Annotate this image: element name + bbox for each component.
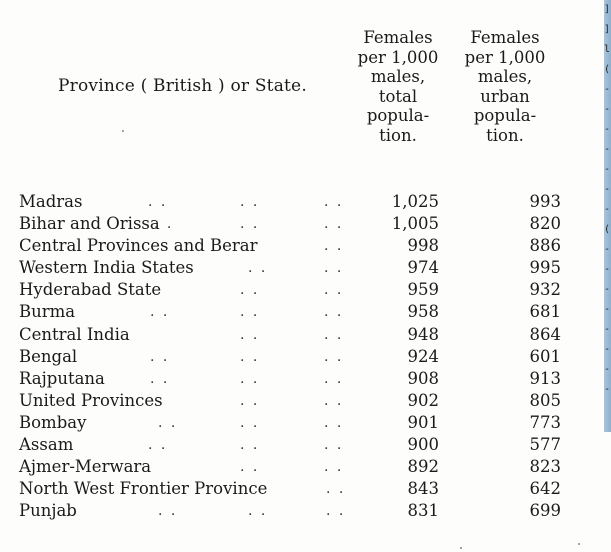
urban-population-value: 823 (529, 457, 561, 477)
leader-dots: . . (324, 437, 344, 454)
leader-dots: . . (324, 304, 344, 321)
table-row (0, 280, 611, 302)
urban-population-value: 642 (529, 479, 561, 499)
province-name: Bihar and Orissa (19, 214, 160, 234)
leader-dots: . . (148, 437, 168, 454)
adjacent-page-text-fragments: ] ] l ( - - - - - - - ( - - - - - - - - (604, 4, 611, 395)
total-population-value: 998 (407, 236, 439, 256)
province-name: Western India States (19, 258, 194, 278)
table-row (0, 347, 611, 369)
urban-population-value: 932 (529, 280, 561, 300)
total-population-value: 948 (407, 324, 439, 344)
table-row (0, 258, 611, 280)
leader-dots: . . (240, 414, 260, 431)
leader-dots: . . (240, 437, 260, 454)
total-population-value: 900 (407, 435, 439, 455)
urban-population-value: 995 (529, 258, 561, 278)
leader-dots: . . (324, 238, 344, 255)
leader-dots: . . (158, 503, 178, 520)
total-population-value: 892 (407, 457, 439, 477)
urban-population-value: 820 (529, 214, 561, 234)
leader-dots: . . (324, 459, 344, 476)
province-name: Burma (19, 302, 76, 322)
total-population-value: 974 (407, 258, 439, 278)
urban-population-value: 577 (529, 435, 561, 455)
total-population-value: 831 (407, 501, 439, 521)
table-row (0, 214, 611, 236)
leader-dots: . . (326, 503, 346, 520)
leader-dots: . . (240, 392, 260, 409)
leader-dots: . . (150, 370, 170, 387)
leader-dots: . . (324, 194, 344, 210)
table-row (0, 479, 611, 501)
leader-dots: . . (240, 282, 260, 299)
leader-dots: . . (240, 304, 260, 321)
province-name: Rajputana (19, 368, 105, 388)
province-name: United Provinces (19, 390, 163, 410)
paper-speck (460, 547, 462, 549)
table-row (0, 236, 611, 258)
leader-dots: . . (240, 194, 260, 210)
urban-population-value: 805 (529, 390, 561, 410)
table-row (0, 501, 611, 523)
urban-population-value: 681 (529, 302, 561, 322)
province-column-header: Province ( British ) or State. (58, 76, 307, 96)
urban-population-value: 864 (529, 324, 561, 344)
total-population-value: 843 (407, 479, 439, 499)
leader-dots: . . (148, 194, 168, 210)
province-name: Central Provinces and Berar (19, 236, 258, 256)
total-population-value: 902 (407, 390, 439, 410)
leader-dots: . . (324, 348, 344, 365)
leader-dots: . . (324, 282, 344, 299)
leader-dots: . . (240, 459, 260, 476)
leader-dots: . . (240, 348, 260, 365)
urban-population-value: 601 (529, 346, 561, 366)
leader-dots: . . (324, 260, 344, 277)
total-population-value: 901 (407, 412, 439, 432)
table-row (0, 435, 611, 457)
paper-speck (578, 543, 580, 545)
province-name: Madras (19, 192, 83, 211)
leader-dots: . . (158, 414, 178, 431)
leader-dots: . . (154, 216, 174, 233)
province-name: Bombay (19, 412, 87, 432)
table-row (0, 302, 611, 324)
province-name: Central India (19, 324, 130, 344)
total-population-value: 908 (407, 368, 439, 388)
data-table-body (0, 192, 611, 523)
leader-dots: . . (150, 304, 170, 321)
leader-dots: . . (240, 216, 260, 233)
leader-dots: . . (248, 503, 268, 520)
urban-population-column-header: Females per 1,000 males, urban popula- tion. (464, 28, 546, 145)
leader-dots: . . (150, 348, 170, 365)
urban-population-value: 773 (529, 412, 561, 432)
table-row (0, 325, 611, 347)
urban-population-value: 913 (529, 368, 561, 388)
total-population-value: 1,025 (391, 192, 439, 211)
table-row (0, 192, 611, 214)
province-name: North West Frontier Province (19, 479, 268, 499)
table-row (0, 391, 611, 413)
leader-dots: . . (324, 414, 344, 431)
province-name: Assam (19, 435, 74, 455)
leader-dots: . . (324, 392, 344, 409)
province-name: Punjab (19, 501, 77, 521)
total-population-value: 1,005 (391, 214, 439, 234)
table-row (0, 413, 611, 435)
total-population-value: 958 (407, 302, 439, 322)
urban-population-value: 993 (529, 192, 561, 211)
leader-dots: . . (324, 216, 344, 233)
total-population-value: 924 (407, 346, 439, 366)
total-population-column-header: Females per 1,000 males, total popula- tion. (357, 28, 439, 145)
leader-dots: . . (248, 260, 268, 277)
table-row (0, 369, 611, 391)
paper-speck (122, 130, 124, 132)
leader-dots: . . (240, 370, 260, 387)
leader-dots: . . (240, 326, 260, 343)
province-name: Ajmer-Merwara (19, 457, 152, 477)
province-name: Hyderabad State (19, 280, 162, 300)
leader-dots: . . (326, 481, 346, 498)
leader-dots: . . (324, 326, 344, 343)
leader-dots: . . (324, 370, 344, 387)
total-population-value: 959 (407, 280, 439, 300)
urban-population-value: 886 (529, 236, 561, 256)
urban-population-value: 699 (529, 501, 561, 521)
province-name: Bengal (19, 346, 78, 366)
table-row (0, 457, 611, 479)
